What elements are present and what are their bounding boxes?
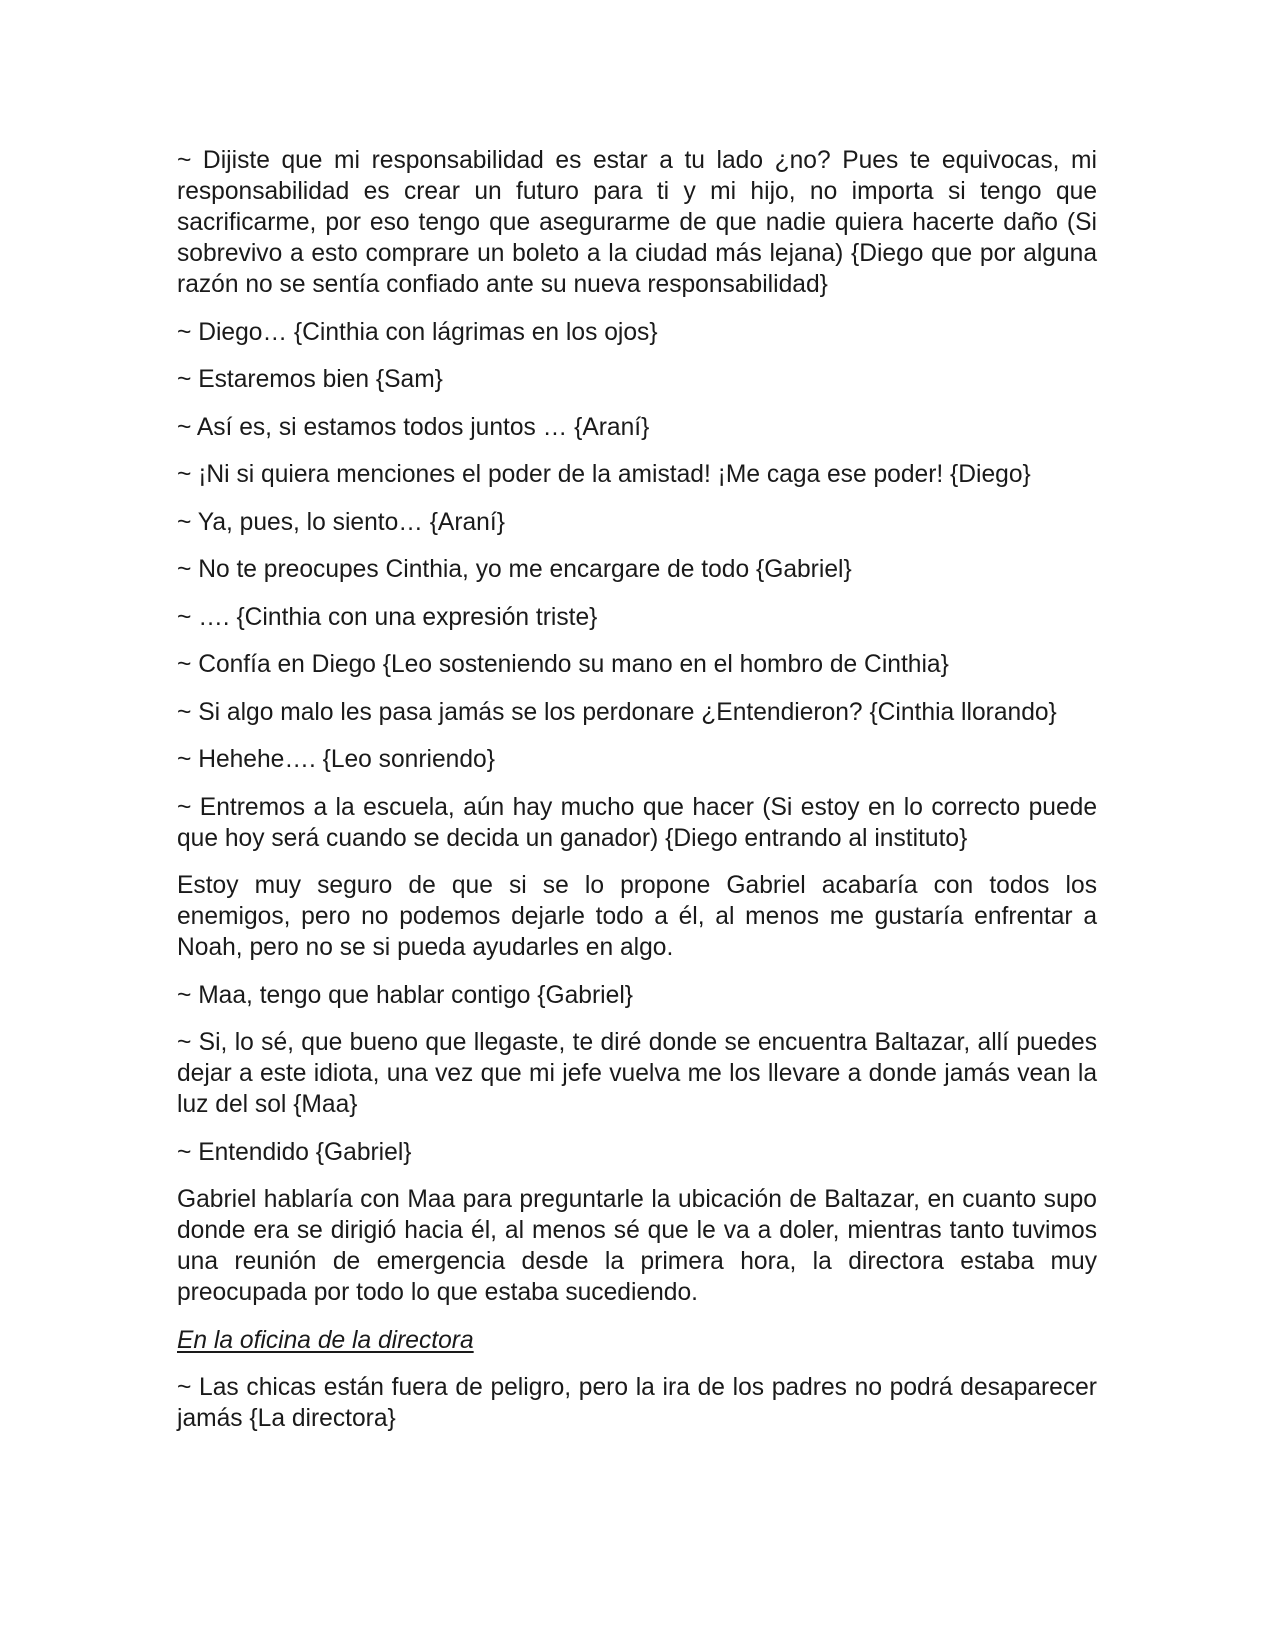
dialogue-line-gabriel-reassure: ~ No te preocupes Cinthia, yo me encargare de todo {Gabriel} bbox=[177, 556, 852, 583]
dialogue-line-diego-friendship: ~ ¡Ni si quiera menciones el poder de la amistad! ¡Me caga ese poder! {Diego} bbox=[177, 461, 1031, 488]
dialogue-paragraph-diego-school: ~ Entremos a la escuela, aún hay mucho que hacer (Si estoy en lo correcto puede que hoy será cuando se decida un ganador) {Diego entrando al instituto} bbox=[177, 793, 1097, 852]
document-page bbox=[177, 145, 1097, 1451]
narration-paragraph-gabriel-enemies: Estoy muy seguro de que si se lo propone Gabriel acabaría con todos los enemigos, pero no podemos dejarle todo a él, al menos me gustaría enfrentar a Noah, pero no se si pueda ayudarles en algo. bbox=[177, 872, 1097, 961]
narration-paragraph-emergency-meeting: Gabriel hablaría con Maa para preguntarle la ubicación de Baltazar, en cuanto supo donde era se dirigió hacia él, al menos sé que le va a doler, mientras tanto tuvimos una reunión de emergencia desde la primera hora, la directora estaba muy preocupada por todo lo que estaba sucediendo. bbox=[177, 1186, 1097, 1306]
dialogue-line-gabriel-understood: ~ Entendido {Gabriel} bbox=[177, 1138, 412, 1166]
dialogue-line-sam: ~ Estaremos bien {Sam} bbox=[177, 366, 443, 393]
dialogue-line-cinthia-tears: ~ Diego… {Cinthia con lágrimas en los ojos} bbox=[177, 318, 658, 346]
dialogue-line-gabriel-maa: ~ Maa, tengo que hablar contigo {Gabriel} bbox=[177, 981, 633, 1009]
dialogue-line-cinthia-sad: ~ …. {Cinthia con una expresión triste} bbox=[177, 603, 598, 631]
dialogue-paragraph-diego-responsibility: ~ Dijiste que mi responsabilidad es estar a tu lado ¿no? Pues te equivocas, mi responsabilidad es crear un futuro para ti y mi hijo, no importa si tengo que sacrificarme, por eso tengo que asegurarme de que nadie quiera hacerte daño (Si sobrevivo a esto comprare un boleto a la ciudad más lejana) {Diego que por alguna razón no se sentía confiado ante su nueva responsabilidad} bbox=[177, 147, 1097, 298]
dialogue-line-cinthia-crying: ~ Si algo malo les pasa jamás se los perdonare ¿Entendieron? {Cinthia llorando} bbox=[177, 698, 1057, 726]
dialogue-line-arani-sorry: ~ Ya, pues, lo siento… {Araní} bbox=[177, 508, 505, 536]
dialogue-line-arani-together: ~ Así es, si estamos todos juntos … {Araní} bbox=[177, 413, 650, 441]
scene-heading-director-office: En la oficina de la directora bbox=[177, 1326, 474, 1354]
dialogue-paragraph-director: ~ Las chicas están fuera de peligro, pero la ira de los padres no podrá desaparecer jamás {La directora} bbox=[177, 1374, 1097, 1432]
dialogue-line-leo-trust: ~ Confía en Diego {Leo sosteniendo su mano en el hombro de Cinthia} bbox=[177, 651, 949, 678]
dialogue-paragraph-maa-baltazar: ~ Si, lo sé, que bueno que llegaste, te diré donde se encuentra Baltazar, allí puedes dejar a este idiota, una vez que mi jefe vuelva me los llevare a donde jamás vean la luz del sol {Maa} bbox=[177, 1029, 1097, 1118]
dialogue-line-leo-smiling: ~ Hehehe…. {Leo sonriendo} bbox=[177, 746, 495, 773]
